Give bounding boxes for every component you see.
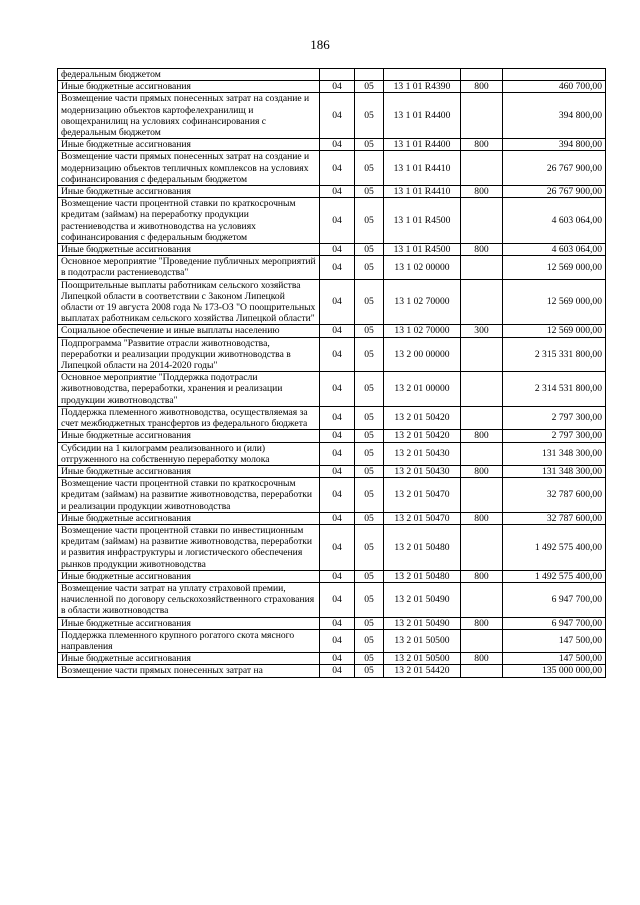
expense-name-cell: Поддержка племенного животноводства, осуществляемая за счет межбюджетных трансфертов из федерального бюджета (58, 406, 320, 429)
section-code-cell: 04 (320, 372, 355, 407)
expense-name-cell: Поддержка племенного крупного рогатого скота мясного направления (58, 629, 320, 652)
target-article-cell: 13 1 02 70000 (384, 279, 461, 325)
section-code-cell: 04 (320, 406, 355, 429)
expense-name-cell: Иные бюджетные ассигнования (58, 653, 320, 665)
section-code-cell: 04 (320, 430, 355, 442)
table-row (58, 442, 606, 465)
amount-cell: 131 348 300,00 (503, 442, 606, 465)
target-article-cell: 13 1 02 70000 (384, 325, 461, 337)
subsection-code-cell: 05 (355, 665, 384, 677)
table-row (58, 186, 606, 198)
target-article-cell: 13 2 01 50430 (384, 442, 461, 465)
amount-cell: 1 492 575 400,00 (503, 570, 606, 582)
amount-cell: 394 800,00 (503, 93, 606, 139)
subsection-code-cell: 05 (355, 244, 384, 256)
table-row (58, 244, 606, 256)
amount-cell: 6 947 700,00 (503, 617, 606, 629)
target-article-cell: 13 2 01 50480 (384, 570, 461, 582)
section-code-cell: 04 (320, 442, 355, 465)
section-code-cell: 04 (320, 186, 355, 198)
table-row (58, 465, 606, 477)
expense-type-cell: 800 (461, 244, 503, 256)
expense-type-cell: 800 (461, 653, 503, 665)
subsection-code-cell: 05 (355, 81, 384, 93)
expense-name-cell: Социальное обеспечение и иные выплаты населению (58, 325, 320, 337)
subsection-code-cell: 05 (355, 372, 384, 407)
section-code-cell: 04 (320, 653, 355, 665)
subsection-code-cell: 05 (355, 629, 384, 652)
expense-type-cell: 800 (461, 570, 503, 582)
target-article-cell: 13 2 01 50430 (384, 465, 461, 477)
section-code-cell: 04 (320, 151, 355, 186)
section-code-cell: 04 (320, 465, 355, 477)
expense-name-cell: Возмещение части процентной ставки по краткосрочным кредитам (займам) на развитие животноводства, переработки и реализации продукции животноводства (58, 478, 320, 513)
expense-name-cell: Возмещение части прямых понесенных затрат на создание и модернизацию объектов картофелехранилищ и овощехранилищ на условиях софинансирования с федеральным бюджетом (58, 93, 320, 139)
subsection-code-cell: 05 (355, 139, 384, 151)
amount-cell: 2 797 300,00 (503, 430, 606, 442)
amount-cell: 12 569 000,00 (503, 279, 606, 325)
section-code-cell: 04 (320, 665, 355, 677)
amount-cell: 131 348 300,00 (503, 465, 606, 477)
target-article-cell: 13 2 01 50490 (384, 617, 461, 629)
expense-type-cell (461, 93, 503, 139)
subsection-code-cell: 05 (355, 582, 384, 617)
table-row (58, 372, 606, 407)
amount-cell: 4 603 064,00 (503, 198, 606, 244)
table-row (58, 337, 606, 372)
amount-cell: 32 787 600,00 (503, 512, 606, 524)
subsection-code-cell: 05 (355, 256, 384, 279)
amount-cell: 12 569 000,00 (503, 325, 606, 337)
expense-type-cell (461, 372, 503, 407)
section-code-cell: 04 (320, 198, 355, 244)
section-code-cell: 04 (320, 256, 355, 279)
expense-type-cell (461, 582, 503, 617)
expense-type-cell (461, 256, 503, 279)
subsection-code-cell: 05 (355, 279, 384, 325)
expense-name-cell: Иные бюджетные ассигнования (58, 139, 320, 151)
target-article-cell: 13 2 01 50470 (384, 478, 461, 513)
expense-name-cell: Основное мероприятие "Проведение публичных мероприятий в подотрасли растениеводства" (58, 256, 320, 279)
section-code-cell: 04 (320, 279, 355, 325)
subsection-code-cell: 05 (355, 524, 384, 570)
expense-name-cell: Иные бюджетные ассигнования (58, 617, 320, 629)
section-code-cell: 04 (320, 337, 355, 372)
expense-name-cell: Возмещение части прямых понесенных затрат на создание и модернизацию объектов тепличных комплексов на условиях софинансирования с федеральным бюджетом (58, 151, 320, 186)
amount-cell: 394 800,00 (503, 139, 606, 151)
subsection-code-cell: 05 (355, 151, 384, 186)
expense-name-cell: Иные бюджетные ассигнования (58, 430, 320, 442)
page-number: 186 (310, 37, 330, 52)
amount-cell: 2 315 331 800,00 (503, 337, 606, 372)
expense-type-cell: 800 (461, 430, 503, 442)
amount-cell: 2 314 531 800,00 (503, 372, 606, 407)
table-row (58, 325, 606, 337)
section-code-cell: 04 (320, 570, 355, 582)
subsection-code-cell: 05 (355, 512, 384, 524)
expense-name-cell: Иные бюджетные ассигнования (58, 512, 320, 524)
target-article-cell: 13 2 01 50420 (384, 406, 461, 429)
target-article-cell: 13 1 01 R4410 (384, 186, 461, 198)
section-code-cell: 04 (320, 325, 355, 337)
table-row (58, 524, 606, 570)
target-article-cell: 13 2 01 50500 (384, 629, 461, 652)
table-row (58, 69, 606, 81)
expense-name-cell: Возмещение части прямых понесенных затрат на (58, 665, 320, 677)
expense-name-cell: Иные бюджетные ассигнования (58, 81, 320, 93)
section-code-cell: 04 (320, 617, 355, 629)
amount-cell (503, 69, 606, 81)
expense-name-cell: Субсидии на 1 килограмм реализованного и (или) отгруженного на собственную переработку молока (58, 442, 320, 465)
target-article-cell: 13 1 01 R4500 (384, 244, 461, 256)
subsection-code-cell: 05 (355, 570, 384, 582)
table-row (58, 198, 606, 244)
table-row (58, 430, 606, 442)
table-row (58, 629, 606, 652)
expense-name-cell: федеральным бюджетом (58, 69, 320, 81)
amount-cell: 4 603 064,00 (503, 244, 606, 256)
subsection-code-cell: 05 (355, 430, 384, 442)
amount-cell: 135 000 000,00 (503, 665, 606, 677)
target-article-cell: 13 2 01 50420 (384, 430, 461, 442)
expense-name-cell: Возмещение части процентной ставки по краткосрочным кредитам (займам) на переработку продукции растениеводства и животноводства на условиях софинансирования с федеральным бюджетом (58, 198, 320, 244)
expense-type-cell: 800 (461, 465, 503, 477)
expense-type-cell: 800 (461, 617, 503, 629)
table-row (58, 478, 606, 513)
target-article-cell: 13 2 01 50500 (384, 653, 461, 665)
section-code-cell: 04 (320, 478, 355, 513)
expense-name-cell: Возмещение части процентной ставки по инвестиционным кредитам (займам) на развитие животноводства, переработки и развития инфраструктуры и логистического обеспечения рынков продукции животноводства (58, 524, 320, 570)
expense-type-cell (461, 337, 503, 372)
table-row (58, 617, 606, 629)
expense-type-cell: 300 (461, 325, 503, 337)
subsection-code-cell: 05 (355, 442, 384, 465)
expense-type-cell (461, 279, 503, 325)
amount-cell: 147 500,00 (503, 629, 606, 652)
table-row (58, 653, 606, 665)
table-row (58, 665, 606, 677)
expense-type-cell (461, 406, 503, 429)
subsection-code-cell: 05 (355, 478, 384, 513)
expense-type-cell (461, 478, 503, 513)
expense-name-cell: Основное мероприятие "Поддержка подотрасли животноводства, переработки, хранения и реализации продукции животноводства" (58, 372, 320, 407)
expense-name-cell: Подпрограмма "Развитие отрасли животноводства, переработки и реализации продукции животноводства в Липецкой области на 2014-2020 годы" (58, 337, 320, 372)
subsection-code-cell: 05 (355, 653, 384, 665)
target-article-cell: 13 1 02 00000 (384, 256, 461, 279)
section-code-cell: 04 (320, 512, 355, 524)
table-row (58, 93, 606, 139)
target-article-cell: 13 2 01 50470 (384, 512, 461, 524)
table-row (58, 279, 606, 325)
table-row (58, 570, 606, 582)
amount-cell: 32 787 600,00 (503, 478, 606, 513)
target-article-cell: 13 1 01 R4400 (384, 93, 461, 139)
amount-cell: 26 767 900,00 (503, 151, 606, 186)
amount-cell: 147 500,00 (503, 653, 606, 665)
expense-type-cell (461, 442, 503, 465)
expense-type-cell: 800 (461, 512, 503, 524)
amount-cell: 2 797 300,00 (503, 406, 606, 429)
target-article-cell: 13 1 01 R4410 (384, 151, 461, 186)
target-article-cell: 13 2 01 00000 (384, 372, 461, 407)
amount-cell: 460 700,00 (503, 81, 606, 93)
amount-cell: 12 569 000,00 (503, 256, 606, 279)
amount-cell: 1 492 575 400,00 (503, 524, 606, 570)
section-code-cell: 04 (320, 629, 355, 652)
section-code-cell: 04 (320, 582, 355, 617)
expense-type-cell (461, 665, 503, 677)
subsection-code-cell (355, 69, 384, 81)
expense-type-cell (461, 198, 503, 244)
section-code-cell: 04 (320, 81, 355, 93)
expense-type-cell (461, 151, 503, 186)
section-code-cell: 04 (320, 93, 355, 139)
section-code-cell: 04 (320, 524, 355, 570)
expense-type-cell (461, 629, 503, 652)
table-row (58, 582, 606, 617)
expense-type-cell (461, 69, 503, 81)
expense-name-cell: Иные бюджетные ассигнования (58, 244, 320, 256)
amount-cell: 6 947 700,00 (503, 582, 606, 617)
section-code-cell (320, 69, 355, 81)
table-row (58, 81, 606, 93)
subsection-code-cell: 05 (355, 93, 384, 139)
section-code-cell: 04 (320, 139, 355, 151)
expense-name-cell: Иные бюджетные ассигнования (58, 465, 320, 477)
amount-cell: 26 767 900,00 (503, 186, 606, 198)
expense-type-cell: 800 (461, 186, 503, 198)
expense-name-cell: Иные бюджетные ассигнования (58, 570, 320, 582)
table-row (58, 512, 606, 524)
subsection-code-cell: 05 (355, 325, 384, 337)
subsection-code-cell: 05 (355, 337, 384, 372)
target-article-cell: 13 1 01 R4400 (384, 139, 461, 151)
expense-type-cell: 800 (461, 139, 503, 151)
target-article-cell: 13 2 00 00000 (384, 337, 461, 372)
subsection-code-cell: 05 (355, 406, 384, 429)
budget-table (57, 68, 606, 678)
expense-type-cell: 800 (461, 81, 503, 93)
table-row (58, 139, 606, 151)
target-article-cell: 13 2 01 54420 (384, 665, 461, 677)
table-row (58, 256, 606, 279)
expense-name-cell: Иные бюджетные ассигнования (58, 186, 320, 198)
subsection-code-cell: 05 (355, 617, 384, 629)
target-article-cell: 13 2 01 50490 (384, 582, 461, 617)
table-row (58, 151, 606, 186)
target-article-cell (384, 69, 461, 81)
table-row (58, 406, 606, 429)
target-article-cell: 13 2 01 50480 (384, 524, 461, 570)
section-code-cell: 04 (320, 244, 355, 256)
subsection-code-cell: 05 (355, 465, 384, 477)
target-article-cell: 13 1 01 R4500 (384, 198, 461, 244)
subsection-code-cell: 05 (355, 198, 384, 244)
expense-name-cell: Поощрительные выплаты работникам сельского хозяйства Липецкой области в соответствии с Законом Липецкой области от 19 августа 2008 года № 173-ОЗ "О поощрительных выплатах работникам сельского хозяйства Липецкой области" (58, 279, 320, 325)
budget-table-body (58, 69, 606, 678)
expense-name-cell: Возмещение части затрат на уплату страховой премии, начисленной по договору сельскохозяйственного страхования в области животноводства (58, 582, 320, 617)
expense-type-cell (461, 524, 503, 570)
subsection-code-cell: 05 (355, 186, 384, 198)
target-article-cell: 13 1 01 R4390 (384, 81, 461, 93)
